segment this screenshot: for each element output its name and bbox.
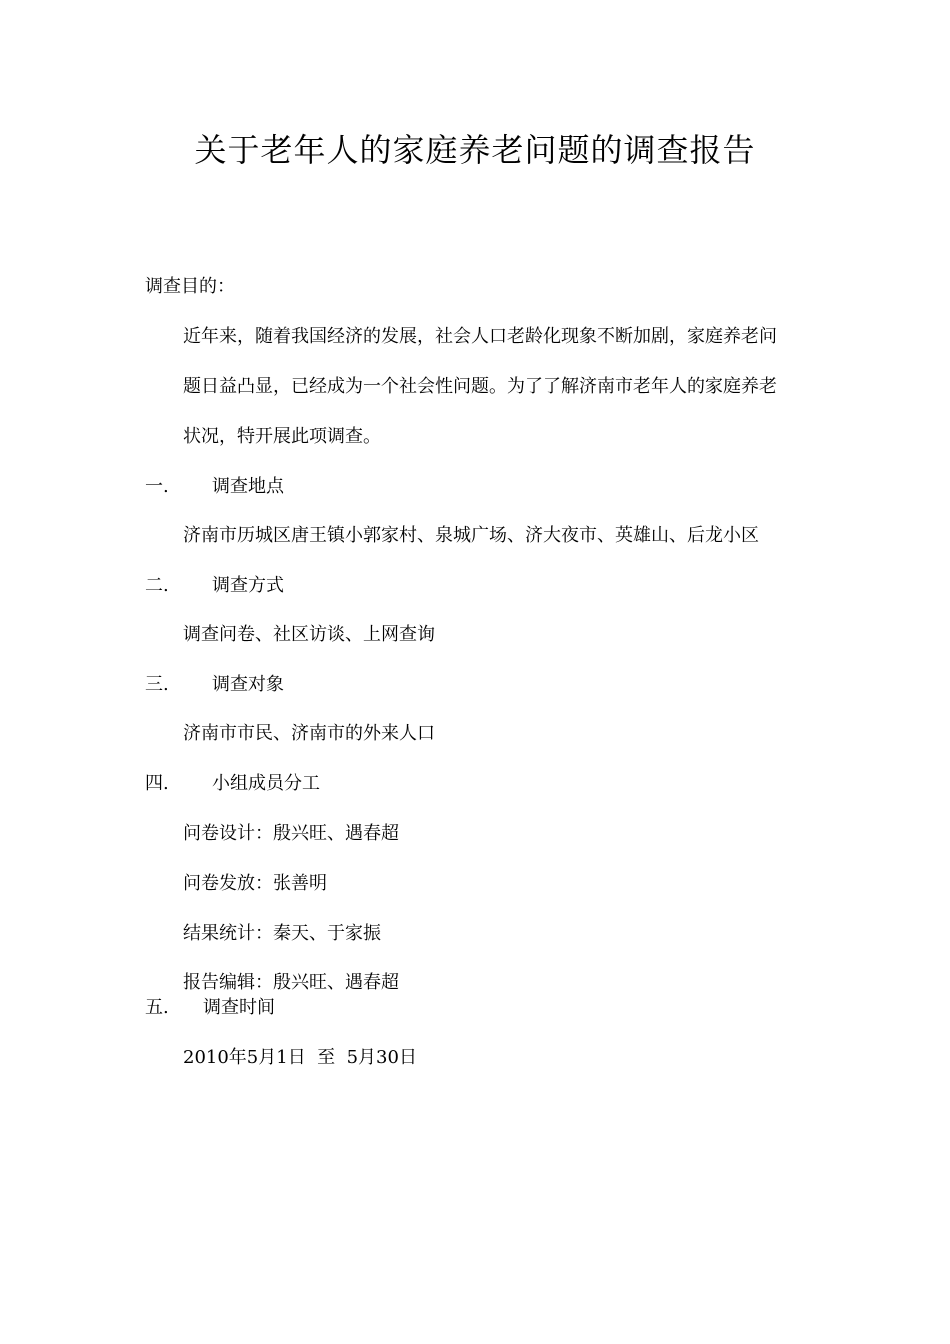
document-title: 关于老年人的家庭养老问题的调查报告 [194, 131, 756, 169]
section-3-number: 三. [145, 674, 169, 695]
purpose-line-2: 题日益凸显，已经成为一个社会性问题。为了了解济南市老年人的家庭养老 [183, 376, 777, 397]
section-5-heading: 调查时间 [203, 997, 275, 1018]
section-1-heading: 调查地点 [212, 476, 284, 497]
purpose-label: 调查目的： [145, 276, 235, 297]
section-1-line-1: 济南市历城区唐王镇小郭家村、泉城广场、济大夜市、英雄山、后龙小区 [183, 525, 759, 546]
purpose-line-3: 状况，特开展此项调查。 [183, 426, 381, 447]
section-4-line-2: 问卷发放：张善明 [183, 873, 327, 894]
section-4-line-3: 结果统计：秦天、于家振 [183, 923, 381, 944]
section-5-number: 五. [145, 997, 169, 1018]
section-2-line-1: 调查问卷、社区访谈、上网查询 [183, 624, 435, 645]
section-3-line-1: 济南市市民、济南市的外来人口 [183, 723, 435, 744]
section-4-line-1: 问卷设计：殷兴旺、遇春超 [183, 823, 399, 844]
section-4-line-4: 报告编辑：殷兴旺、遇春超 [183, 972, 399, 993]
section-2-number: 二. [145, 575, 169, 596]
section-3-heading: 调查对象 [212, 674, 284, 695]
section-1-number: 一. [145, 476, 169, 497]
purpose-line-1: 近年来，随着我国经济的发展，社会人口老龄化现象不断加剧，家庭养老问 [183, 326, 777, 347]
section-4-number: 四. [145, 773, 169, 794]
section-2-heading: 调查方式 [212, 575, 284, 596]
section-5-line-1: 2010年5月1日 至 5月30日 [183, 1047, 417, 1068]
section-4-heading: 小组成员分工 [212, 773, 320, 794]
